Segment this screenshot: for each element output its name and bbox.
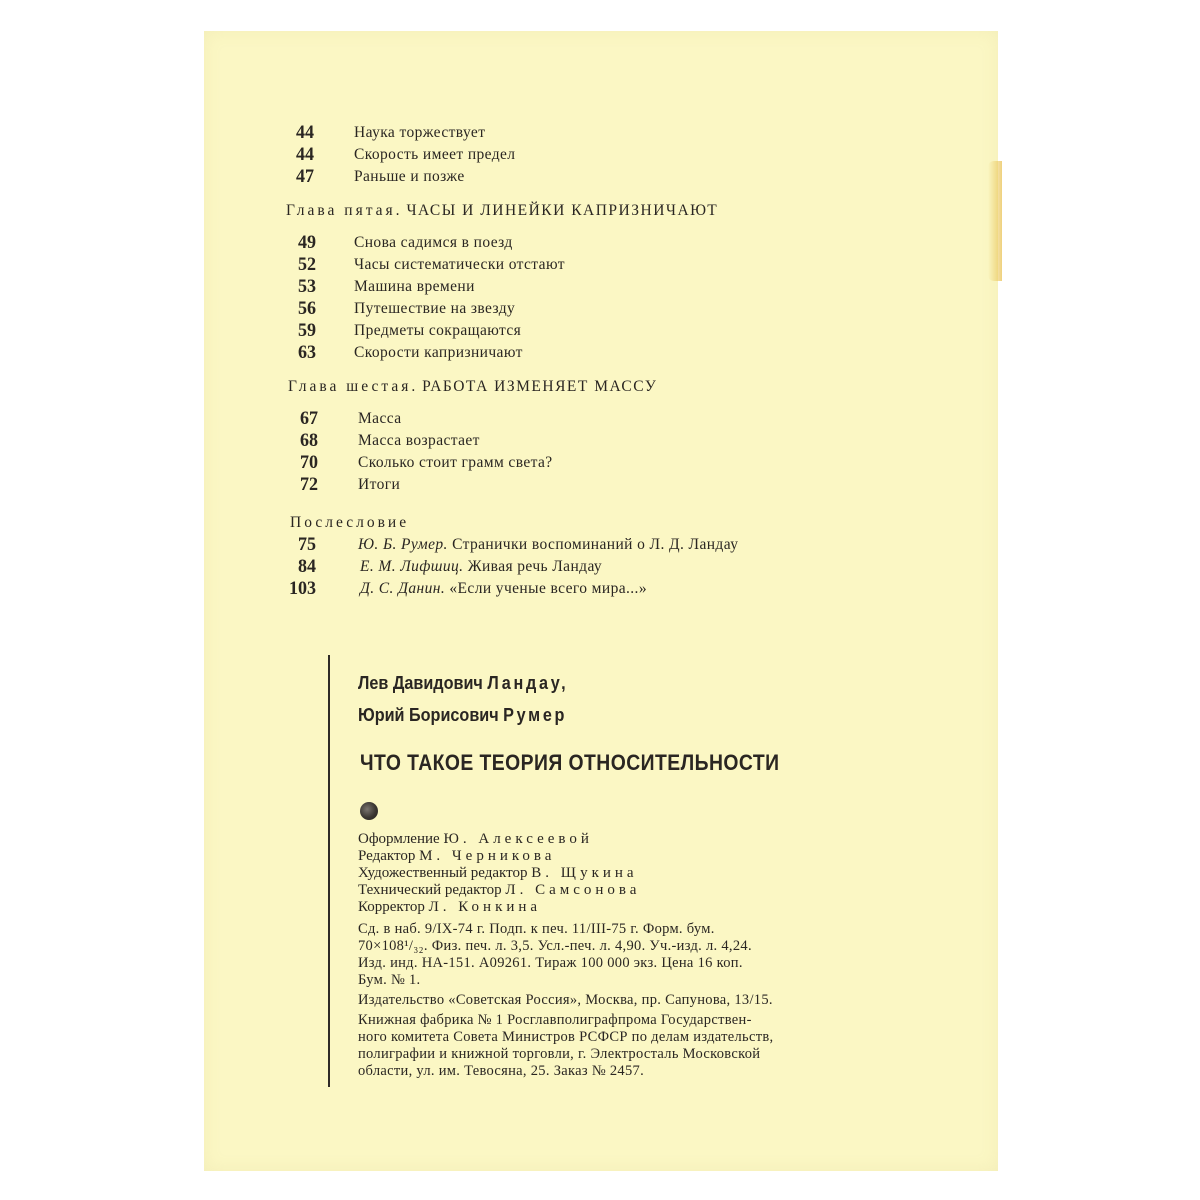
credit-line xyxy=(358,882,640,899)
credit-role: Оформление xyxy=(358,831,440,847)
toc-title-text: «Если ученые всего мира...» xyxy=(449,580,647,597)
toc-title: Раньше и позже xyxy=(354,168,465,185)
credit-line xyxy=(358,831,593,848)
author-1-first: Лев Давидович xyxy=(358,673,483,693)
chapter-heading xyxy=(288,376,657,398)
toc-author: Д. С. Данин. xyxy=(360,580,446,597)
toc-title: Сколько стоит грамм света? xyxy=(358,454,553,471)
toc-page-number: 68 xyxy=(300,430,319,451)
toc-title: Масса возрастает xyxy=(358,432,480,449)
toc-page-number: 84 xyxy=(298,556,317,577)
credit-person: В. Щукина xyxy=(531,865,638,881)
toc-title: Скорости капризничают xyxy=(354,344,523,361)
author-1 xyxy=(358,673,568,694)
printer-line: области, ул. им. Тевосяна, 25. Заказ № 2457. xyxy=(358,1063,645,1079)
toc-page-number: 70 xyxy=(300,452,319,473)
paper-stain xyxy=(988,161,1002,281)
toc-title: Наука торжествует xyxy=(354,124,486,141)
imprint-line: Бум. № 1. xyxy=(358,972,421,988)
toc-title: Итоги xyxy=(358,476,401,493)
toc-page-number: 72 xyxy=(300,474,319,495)
credit-line xyxy=(358,865,638,882)
credit-role: Редактор xyxy=(358,848,416,864)
toc-title: Часы систематически отстают xyxy=(354,256,565,273)
toc-page-number: 52 xyxy=(298,254,317,275)
chapter-label: Глава шестая. xyxy=(288,378,419,395)
toc-title-text: Живая речь Ландау xyxy=(467,558,603,575)
credit-line xyxy=(358,848,555,865)
toc-title: Предметы сокращаются xyxy=(354,322,522,339)
toc-page-number: 44 xyxy=(296,144,315,165)
author-2 xyxy=(358,705,567,726)
toc-title: Масса xyxy=(358,410,402,427)
credit-role: Корректор xyxy=(358,899,425,915)
toc-title: Машина времени xyxy=(354,278,475,295)
toc-page-number: 56 xyxy=(298,298,317,319)
publisher-line: Издательство «Советская Россия», Москва, пр. Сапунова, 13/15. xyxy=(358,992,773,1008)
toc-page-number: 63 xyxy=(298,342,317,363)
colophon-rule xyxy=(328,655,330,1087)
toc-page-number: 75 xyxy=(298,534,317,555)
toc-author: Ю. Б. Румер. xyxy=(358,536,448,553)
credit-person: Ю. Алексеевой xyxy=(443,831,593,847)
toc-page-number: 67 xyxy=(300,408,319,429)
publisher-mark-icon xyxy=(360,802,378,820)
toc-author: Е. М. Лифшиц. xyxy=(360,558,464,575)
afterword-heading xyxy=(290,512,409,534)
toc-page-number: 49 xyxy=(298,232,317,253)
credit-role: Художественный редактор xyxy=(358,865,528,881)
toc-page-number: 103 xyxy=(289,578,317,599)
printer-line: ного комитета Совета Министров РСФСР по делам издательств, xyxy=(358,1029,774,1045)
credit-person: Л. Самсонова xyxy=(505,882,641,898)
toc-page-number: 59 xyxy=(298,320,317,341)
author-2-first: Юрий Борисович xyxy=(358,705,499,725)
chapter-name: РАБОТА ИЗМЕНЯЕТ МАССУ xyxy=(422,378,658,395)
toc-title: Скорость имеет предел xyxy=(354,146,516,163)
toc-title xyxy=(358,534,738,556)
author-2-last: Румер xyxy=(503,705,568,725)
credit-line xyxy=(358,899,541,916)
chapter-label: Глава пятая. xyxy=(286,202,403,219)
toc-page-number: 44 xyxy=(296,122,315,143)
toc-title xyxy=(360,556,602,578)
chapter-heading xyxy=(286,200,718,222)
printer-line: Книжная фабрика № 1 Росглавполиграфпрома Государствен- xyxy=(358,1012,752,1028)
imprint-line: Сд. в наб. 9/IX-74 г. Подп. к печ. 11/III-75 г. Форм. бум. xyxy=(358,921,715,937)
toc-page-number: 53 xyxy=(298,276,317,297)
credit-person: М. Черникова xyxy=(419,848,556,864)
credit-person: Л. Конкина xyxy=(428,899,542,915)
imprint-line: 70×108¹/₃₂. Физ. печ. л. 3,5. Усл.-печ. л. 4,90. Уч.-изд. л. 4,24. xyxy=(358,938,752,954)
book-title: ЧТО ТАКОЕ ТЕОРИЯ ОТНОСИТЕЛЬНОСТИ xyxy=(360,750,780,775)
toc-page-number: 47 xyxy=(296,166,315,187)
printer-line: полиграфии и книжной торговли, г. Электросталь Московской xyxy=(358,1046,761,1062)
author-1-last: Ландау, xyxy=(487,673,569,693)
chapter-name: ЧАСЫ И ЛИНЕЙКИ КАПРИЗНИЧАЮТ xyxy=(406,202,719,219)
toc-title xyxy=(360,578,647,600)
toc-title: Путешествие на звезду xyxy=(354,300,516,317)
toc-title: Снова садимся в поезд xyxy=(354,234,513,251)
imprint-line: Изд. инд. НА-151. А09261. Тираж 100 000 экз. Цена 16 коп. xyxy=(358,955,743,971)
afterword-label: Послесловие xyxy=(290,514,410,531)
toc-title-text: Странички воспоминаний о Л. Д. Ландау xyxy=(452,536,739,553)
credit-role: Технический редактор xyxy=(358,882,502,898)
